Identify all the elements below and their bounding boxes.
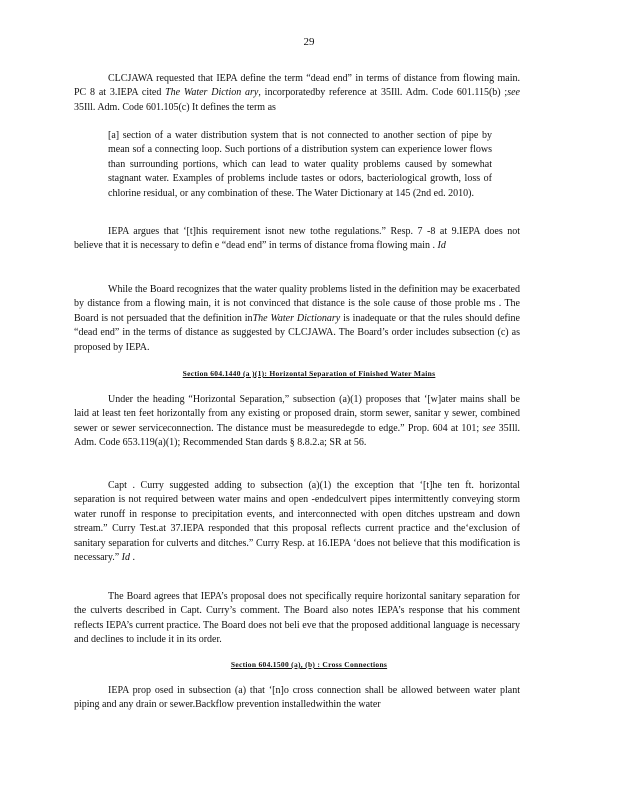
paragraph-iepa-argues: IEPA argues that ‘[t]his requirement isnot new tothe regulations.” Resp. 7 -8 at 9.IEPA does not believe that it is necessary to defin e “dead end” in terms of distance froma flowing main . Id <box>74 226 520 252</box>
section-heading-cross-connections: Section 604.1500 (a), (b) : Cross Connections <box>230 660 388 669</box>
paragraph-capt-curry: Capt . Curry suggested adding to subsection (a)(1) the exception that ‘[t]he ten ft. horizontal separation is not required between water mains and open -endedculvert pipes intermittently conveying storm water runoff in response to precipitation events, and interconnected with open ditches upstream and down stream.” Curry Test.at 37.IEPA responded that this proposal reflects current practice and the‘exclusion of sanitary separation for culverts and ditches.” Curry Resp. at 16.IEPA ‘does not believe that this modification is necessary.” Id . <box>74 480 520 564</box>
section-heading-horizontal-separation: Section 604.1440 (a )(1): Horizontal Separation of Finished Water Mains <box>182 369 436 378</box>
paragraph-board-agrees: The Board agrees that IEPA’s proposal does not specifically require horizontal sanitary separation for the culverts described in Capt. Curry’s comment. The Board also notes IEPA’s response that his comment reflects IEPA’s current practice. The Board does not beli eve that the proposed additional language is necessary and declines to include it in its order. <box>74 591 520 646</box>
page-number: 29 <box>303 36 315 48</box>
paragraph-horizontal-separation: Under the heading “Horizontal Separation,” subsection (a)(1) proposes that ‘[w]ater mains shall be laid at least ten feet horizontally from any existing or proposed drain, storm sewer, sanitar y sewer, combined sewer or sewer serviceconnection. The distance must be measuredegde to edge.” Prop. 604 at 101; see 35Ill. Adm. Code 653.119(a)(1); Recommended Stan dards § 8.8.2.a; SR at 56. <box>74 394 520 449</box>
paragraph-board-recognizes: While the Board recognizes that the water quality problems listed in the definition may be exacerbated by distance from a flowing main, it is not convinced that distance is the sole cause of those proble ms . The Board is not persuaded that the definition inThe Water Dictionary is inadequate or that the rules should define “dead end” in the terms of distance as suggested by CLCJAWA. The Board’s order includes subsection (c) as proposed by IEPA. <box>74 284 520 353</box>
paragraph-clcjawa-request: CLCJAWA requested that IEPA define the term “dead end” in terms of distance from flowing main. PC 8 at 3.IEPA cited The Water Diction ary, incorporatedby reference at 35Ill. Adm. Code 601.115(b) ;see 35Ill. Adm. Code 601.105(c) It defines the term as <box>74 73 520 113</box>
block-quote-definition: [a] section of a water distribution system that is not connected to another section of pipe by mean sof a connecting loop. Such portions of a distribution system can experience lower flows than surrounding portions, which can lead to water quality problems caused by somewhat stagnant water. Examples of problems include tastes or odors, bacteriological growth, loss of chlorine residual, or any combination of these. The Water Dictionary at 145 (2nd ed. 2010). <box>108 130 492 199</box>
paragraph-iepa-proposed: IEPA prop osed in subsection (a) that ‘[n]o cross connection shall be allowed between water plant piping and any drain or sewer.Backflow prevention installedwithin the water <box>74 685 520 711</box>
